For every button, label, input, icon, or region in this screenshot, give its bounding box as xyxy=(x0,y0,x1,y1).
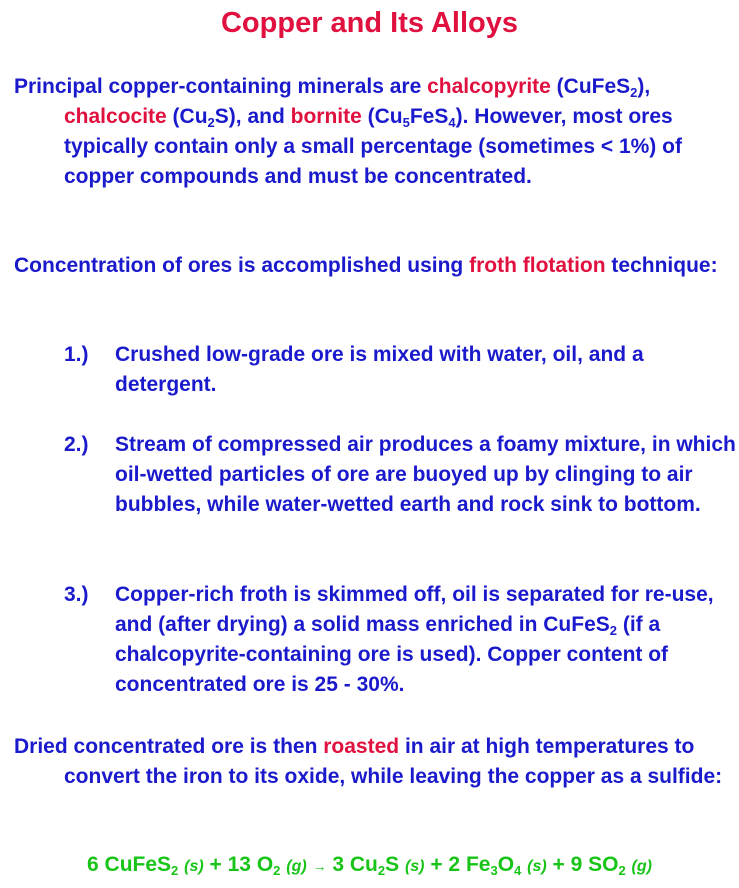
page-title: Copper and Its Alloys xyxy=(220,7,519,39)
froth-flotation-term: froth flotation xyxy=(469,254,606,277)
roasted-term: roasted xyxy=(323,735,400,758)
list-text: Stream of compressed air produces a foamy mixture, in which oil-wetted particles of ore are buoyed up by clinging to air bubbles, while water-wetted earth and rock sink to bottom. xyxy=(115,433,736,516)
list-text: Copper-rich froth is skimmed off, oil is separated for re-use, and (after drying) a solid mass enriched in CuFeS$_2$ (if a chalcopyrite-containing ore is used). Copper content of concentrated ore is 25 - 30%. xyxy=(115,583,714,696)
chalcopyrite-term: chalcopyrite xyxy=(427,75,551,98)
reaction-arrow-icon: → xyxy=(312,858,327,874)
list-text: Crushed low-grade ore is mixed with water, oil, and a detergent. xyxy=(115,343,644,396)
list-number: 2.) xyxy=(64,433,89,456)
roasting-equation: 6 CuFeS$_2$ (s) + 13 $O_2$ (g) → 3 $Cu_2S$ (s) + 2 $Fe_3O_4$ (s) + 9 $SO_2$ (g) xyxy=(87,853,652,878)
list-number: 1.) xyxy=(64,343,89,366)
chalcocite-term: chalcocite xyxy=(64,105,167,128)
concentration-paragraph: Concentration of ores is accomplished using froth flotation technique: xyxy=(14,254,718,277)
minerals-paragraph: Principal copper-containing minerals are chalcopyrite (CuFeS$_2$), chalcocite $(Cu_2S)$, and bornite $(Cu_5FeS_4)$. However, most ores typically contain only a small percentage (sometimes < 1%) of copper compounds and must be concentrated. xyxy=(14,75,682,188)
list-number: 3.) xyxy=(64,583,89,606)
bornite-term: bornite xyxy=(290,105,362,128)
roasting-paragraph: Dried concentrated ore is then roasted in air at high temperatures to convert the iron to its oxide, while leaving the copper as a sulfide: xyxy=(14,735,723,788)
